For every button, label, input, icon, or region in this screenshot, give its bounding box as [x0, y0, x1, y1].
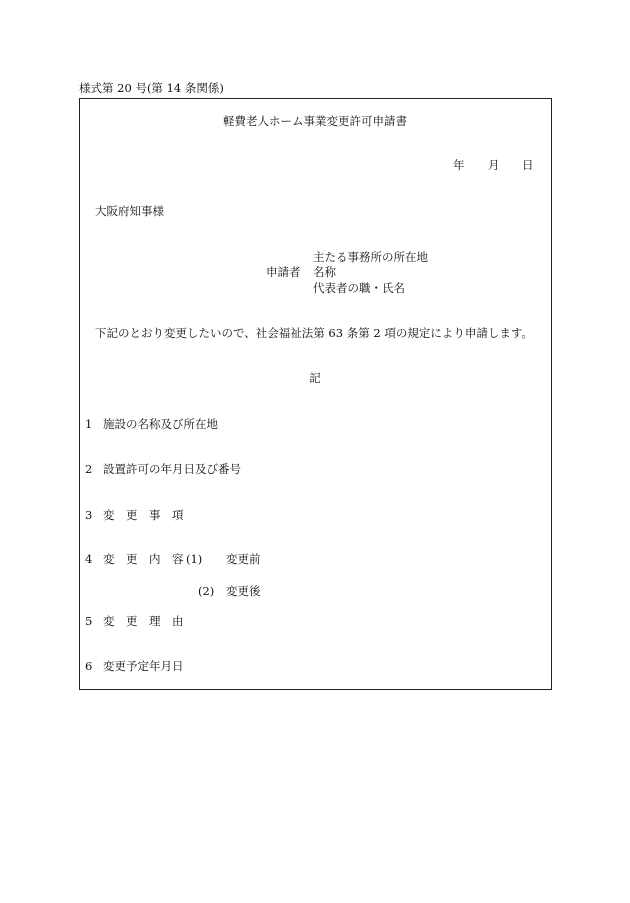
document-title: 軽費老人ホーム事業変更許可申請書: [223, 114, 407, 128]
ki-heading: 記: [309, 371, 321, 385]
form-frame: [79, 98, 552, 690]
applicant-label: 申請者: [266, 265, 301, 279]
item-label: 施設の名称及び所在地: [103, 417, 218, 431]
application-statement: 下記のとおり変更したいので、社会福祉法第 63 条第 2 項の規定により申請します。: [95, 326, 533, 340]
item-label: 変更予定年月日: [103, 659, 184, 673]
sub-item-label: 変更後: [226, 584, 261, 598]
item-number: 4: [85, 552, 93, 566]
date-month-label: 月: [488, 158, 500, 172]
item-label: 変 更 内 容: [103, 552, 184, 566]
sub-item-number: (1): [186, 552, 203, 566]
date-day-label: 日: [522, 158, 534, 172]
addressee: 大阪府知事様: [95, 204, 164, 218]
applicant-office-address-label: 主たる事務所の所在地: [313, 250, 428, 264]
applicant-name-label: 名称: [313, 265, 336, 279]
item-number: 6: [85, 659, 93, 673]
item-label: 変 更 理 由: [103, 614, 184, 628]
item-number: 5: [85, 614, 93, 628]
sub-item-label: 変更前: [226, 552, 261, 566]
item-number: 2: [85, 462, 93, 476]
applicant-representative-label: 代表者の職・氏名: [313, 281, 405, 295]
item-number: 1: [85, 417, 93, 431]
date-year-label: 年: [453, 158, 465, 172]
form-number: 様式第 20 号(第 14 条関係): [79, 81, 224, 95]
sub-item-number: (2): [198, 584, 215, 598]
item-label: 変 更 事 項: [103, 508, 184, 522]
item-number: 3: [85, 508, 93, 522]
item-label: 設置許可の年月日及び番号: [103, 462, 241, 476]
